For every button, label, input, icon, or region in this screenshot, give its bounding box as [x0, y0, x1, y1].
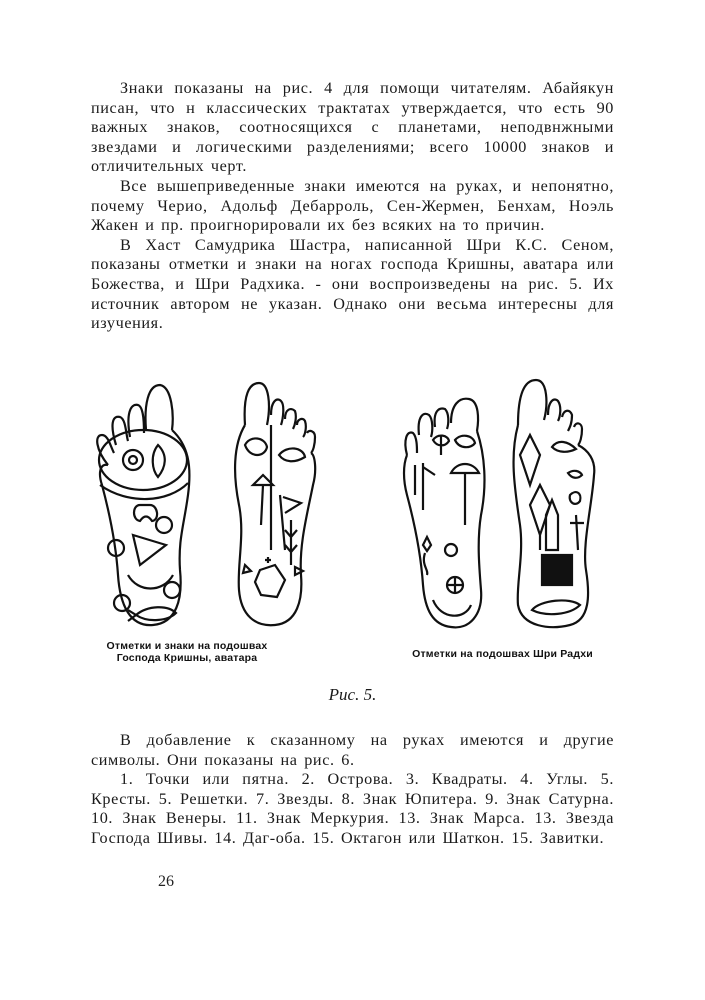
radha-left-foot-illustration [393, 375, 493, 630]
figure-label-line: Господа Кришны, аватара [116, 652, 258, 664]
figure-5 [0, 365, 705, 685]
figure-label-krishna [92, 640, 282, 664]
page-number: 26 [158, 873, 174, 890]
paragraph: Знаки показаны на рис. 4 для помощи читателям. Абайякун писан, что н классических трактатах утверждается, что есть 90 важных знаков, соотносящихся с планетами, неподвнжными звездами и логическими разделениями; всего 10000 знаков и отличительных черт. [91, 79, 614, 176]
text-block-bottom [91, 731, 614, 849]
paragraph: 1. Точки или пятна. 2. Острова. 3. Квадраты. 4. Углы. 5. Кресты. 5. Решетки. 7. Звезды. 8. Знак Юпитера. 9. Знак Сатурна. 10. Знак Венеры. 11. Знак Меркурия. 13. Знак Марса. 13. Звезда Господа Шивы. 14. Даг-оба. 15. Октагон или Шаткон. 15. Завитки. [91, 770, 614, 847]
text-block-top [91, 79, 614, 334]
figure-caption: Рис. 5. [328, 685, 377, 704]
paragraph: Все вышеприведенные знаки имеются на руках, и непонятно, почему Черио, Адольф Дебарроль, Сен-Жермен, Бенхам, Ноэль Жакен и пр. проигнорировали их без всяких на то причин. [91, 176, 614, 235]
krishna-right-foot-illustration [225, 375, 325, 630]
krishna-left-foot-illustration [88, 375, 198, 630]
paragraph: В добавление к сказанному на руках имеются и другие символы. Они показаны на рис. 6. [91, 731, 614, 769]
radha-right-foot-illustration [510, 375, 610, 630]
paragraph: В Хаст Самудрика Шастра, написанной Шри К.С. Сеном, показаны отметки и знаки на ногах господа Кришны, аватара или Божества, и Шри Радхика. - они воспроизведены на рис. 5. Их источник автором не указан. Однако они весьма интересны для изучения. [91, 235, 614, 333]
figure-label-radha: Отметки на подошвах Шри Радхи [412, 648, 593, 660]
figure-label-line: Отметки и знаки на подошвах [106, 640, 268, 652]
